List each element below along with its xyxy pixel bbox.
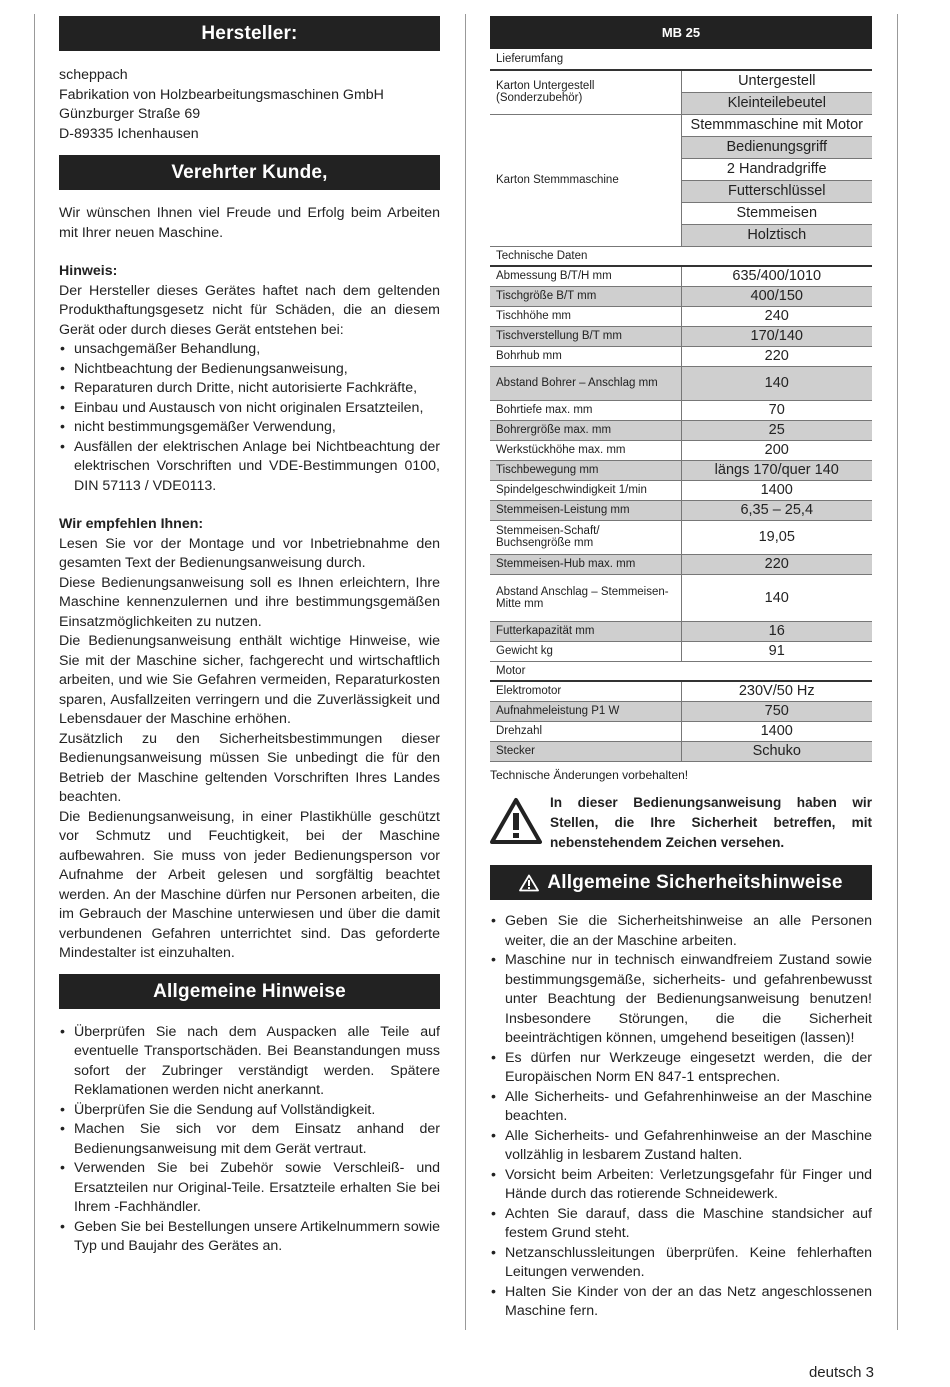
cell-value: 220 [681,554,872,574]
safety-list [490,912,872,1322]
list-item: • Einbau und Austausch von nicht originalen Ersatzteilen, [59,399,440,419]
left-margin-rule [34,14,35,1330]
list-item: • Vorsicht beim Arbeiten: Verletzungsgefahr für Finger und Hände durch das rotierende Schneidewerk. [490,1166,872,1205]
address-line: D-89335 Ichenhausen [59,125,199,142]
heading-general-notes: Allgemeine Hinweise [59,974,440,1009]
list-item: • Es dürfen nur Werkzeuge eingesetzt werden, die der Europäischen Norm EN 847-1 entsprechen. [490,1049,872,1088]
row-label: Gewicht kg [490,641,681,661]
table-row [490,420,872,440]
list-item: • Maschine nur in technisch einwandfreiem Zustand sowie bestimmungsgemäße, sicherheits- und gefahrenbewusst unter Beachtung der Bedienungsanweisung benutzen! Insbesondere Störungen, die die Sicherheit beeinträchtigen können, umgehend beseitigen (lassen)! [490,951,872,1049]
cell-value: Holztisch [681,224,872,246]
row-label: Stecker [490,741,681,761]
cell-value: 170/140 [681,326,872,346]
empfehlen-paragraph: Die Bedienungsanweisung, in einer Plastikhülle geschützt vor Schmutz und Feuchtigkeit, bei der Maschine aufbewahren. Sie muss von jeder Bedienungsperson vor Aufnahme der Arbeit gelesen und sorgfältig beachtet werden. An der Maschine dürfen nur Personen arbeiten, die im Gebrauch der Maschine unterwiesen und über die damit verbundenen Gefahren unterrichtet sind. Das geforderte Mindestalter ist einzuhalten. [59,808,440,961]
list-item: • Reparaturen durch Dritte, nicht autorisierte Fachkräfte, [59,379,440,399]
empfehlen-paragraph: Zusätzlich zu den Sicherheitsbestimmungen dieser Bedienungsanweisung müssen Sie unbedingt die für den Betrieb der Maschine geltenden Vorschriften Ihres Landes beachten. [59,730,440,805]
row-label: Aufnahmeleistung P1 W [490,701,681,721]
cell-value: Futterschlüssel [681,180,872,202]
heading-safety-label: Allgemeine Sicherheitshinweise [547,872,843,893]
center-rule [465,14,466,1330]
cell-value: 25 [681,420,872,440]
row-label: Futterkapazität mm [490,621,681,641]
row-label: Bohrergröße max. mm [490,420,681,440]
spec-table [490,49,872,762]
cell-value: 1400 [681,721,872,741]
row-label: Bohrtiefe max. mm [490,400,681,420]
right-margin-rule [897,14,898,1330]
row-label: Stemmeisen-Schaft/ Buchsengröße mm [490,520,681,554]
empfehlen-title: Wir empfehlen Ihnen: [59,516,204,532]
table-row [490,49,872,70]
address-line: scheppach [59,67,128,83]
hinweis-list [59,340,440,496]
list-item: • Geben Sie die Sicherheitshinweise an alle Personen weiter, die an der Maschine arbeiten. [490,912,872,951]
empfehlen-paragraph: Lesen Sie vor der Montage und vor Inbetriebnahme den gesamten Text der Bedienungsanweisung durch. [59,535,440,571]
cell-value: Bedienungsgriff [681,136,872,158]
row-label: Tischgröße B/T mm [490,286,681,306]
row-label: Abstand Bohrer – Anschlag mm [490,366,681,400]
section-label: Technische Daten [490,246,872,266]
general-notes-list [59,1023,440,1257]
row-label: Abmessung B/T/H mm [490,266,681,286]
table-row [490,641,872,661]
table-row [490,286,872,306]
hinweis-title: Hinweis: [59,263,118,279]
row-label: Tischbewegung mm [490,460,681,480]
hinweis-text: Der Hersteller dieses Gerätes haftet nach dem geltenden Produkthaftungsgesetz nicht für Schäden, die an diesem Gerät oder durch dieses Gerät entstehen bei: [59,282,440,338]
section-label: Lieferumfang [490,49,872,70]
page-footer: deutsch 3 [808,1364,874,1381]
table-row [490,70,872,92]
list-item: • Nichtbeachtung der Bedienungsanweisung, [59,360,440,380]
list-item: • nicht bestimmungsgemäßer Verwendung, [59,418,440,438]
table-row [490,400,872,420]
cell-value: 750 [681,701,872,721]
table-row [490,500,872,520]
row-label: Stemmeisen-Leistung mm [490,500,681,520]
safety-notice [490,795,872,855]
table-row [490,574,872,621]
cell-value: Stemmmaschine mit Motor [681,114,872,136]
row-label: Karton Stemmmaschine [490,114,681,246]
list-item: • Achten Sie darauf, dass die Maschine standsicher auf festem Grund steht. [490,1205,872,1244]
table-row [490,554,872,574]
cell-value: 1400 [681,480,872,500]
table-row [490,266,872,286]
table-row [490,681,872,701]
row-label: Bohrhub mm [490,346,681,366]
empfehlen-paragraph: Diese Bedienungsanweisung soll es Ihnen erleichtern, Ihre Maschine kennenzulernen und ihre bestimmungsgemäßen Einsatzmöglichkeiten zu nutzen. [59,574,440,630]
cell-value: 635/400/1010 [681,266,872,286]
address-line: Fabrikation von Holzbearbeitungsmaschinen GmbH [59,86,384,103]
cell-value: 240 [681,306,872,326]
row-label: Tischverstellung B/T mm [490,326,681,346]
table-row [490,520,872,554]
table-row [490,460,872,480]
cell-value: 6,35 – 25,4 [681,500,872,520]
cell-value: 19,05 [681,520,872,554]
list-item: • Halten Sie Kinder von der an das Netz angeschlossenen Maschine fern. [490,1283,872,1322]
table-row [490,741,872,761]
empfehlen-paragraph: Die Bedienungsanweisung enthält wichtige Hinweise, wie Sie mit der Maschine sicher, fachgerecht und wirtschaftlich arbeiten, und wie Sie Gefahren vermeiden, Reparaturkosten sparen, Ausfallzeiten verringern und die Zuverlässigkeit und Lebensdauer der Maschine erhöhen. [59,633,440,727]
cell-value: 2 Handradgriffe [681,158,872,180]
list-item: • Überprüfen Sie die Sendung auf Vollständigkeit. [59,1101,440,1121]
manufacturer-address [59,66,440,144]
cell-value: 70 [681,400,872,420]
intro-text: Wir wünschen Ihnen viel Freude und Erfolg beim Arbeiten mit Ihrer neuen Maschine. [59,205,440,241]
row-label: Stemmeisen-Hub max. mm [490,554,681,574]
cell-value: Schuko [681,741,872,761]
cell-value: 91 [681,641,872,661]
cell-value: 140 [681,574,872,621]
cell-value: Kleinteilebeutel [681,92,872,114]
list-item: • Verwenden Sie bei Zubehör sowie Verschleiß- und Ersatzteilen nur Original-Teile. Ersatzteile erhalten Sie bei Ihrem -Fachhändler. [59,1159,440,1218]
warning-triangle-icon [519,874,539,892]
warning-text: In dieser Bedienungsanweisung haben wir Stellen, die Ihre Sicherheit betreffen, mit nebenstehendem Zeichen versehen. [550,795,872,850]
row-label: Elektromotor [490,681,681,701]
row-label: Abstand Anschlag – Stemmeisen-Mitte mm [490,574,681,621]
table-row [490,440,872,460]
address-line: Günzburger Straße 69 [59,106,201,122]
list-item: • Netzanschlussleitungen überprüfen. Keine fehlerhaften Leitungen verwenden. [490,1244,872,1283]
cell-value: 16 [681,621,872,641]
list-item: • Machen Sie sich vor dem Einsatz anhand der Bedienungsanweisung mit dem Gerät vertraut. [59,1120,440,1159]
cell-value: 200 [681,440,872,460]
cell-value: 400/150 [681,286,872,306]
right-column [490,16,872,1322]
table-row [490,114,872,136]
left-column [59,16,440,1257]
table-row [490,326,872,346]
warning-triangle-icon [490,797,542,850]
heading-manufacturer: Hersteller: [59,16,440,51]
row-label: Drehzahl [490,721,681,741]
cell-value: Stemmeisen [681,202,872,224]
table-note: Technische Änderungen vorbehalten! [490,767,689,782]
cell-value: 220 [681,346,872,366]
list-item: • Geben Sie bei Bestellungen unsere Artikelnummern sowie Typ und Baujahr des Gerätes an. [59,1218,440,1257]
list-item: • Ausfällen der elektrischen Anlage bei Nichtbeachtung der elektrischen Vorschriften und VDE-Bestimmungen 0100, DIN 57113 / VDE0113. [59,438,440,497]
table-row [490,621,872,641]
list-item: • Alle Sicherheits- und Gefahrenhinweise an der Maschine vollzählig in lesbarem Zustand halten. [490,1127,872,1166]
table-row [490,480,872,500]
heading-safety [490,865,872,900]
row-label: Karton Untergestell (Sonderzubehör) [490,70,681,114]
list-item: • Alle Sicherheits- und Gefahrenhinweise an der Maschine beachten. [490,1088,872,1127]
table-row [490,701,872,721]
cell-value: längs 170/quer 140 [681,460,872,480]
list-item: • Überprüfen Sie nach dem Auspacken alle Teile auf eventuelle Transportschäden. Bei Beanstandungen muss sofort der Zubringer verständigt werden. Spätere Reklamationen werden nicht anerkannt. [59,1023,440,1101]
row-label: Spindelgeschwindigkeit 1/min [490,480,681,500]
row-label: Tischhöhe mm [490,306,681,326]
table-row [490,346,872,366]
cell-value: 140 [681,366,872,400]
spec-table-title: MB 25 [490,16,872,49]
table-row [490,366,872,400]
cell-value: Untergestell [681,70,872,92]
heading-customer: Verehrter Kunde, [59,155,440,190]
table-row [490,246,872,266]
table-row [490,721,872,741]
cell-value: 230V/50 Hz [681,681,872,701]
row-label: Werkstückhöhe max. mm [490,440,681,460]
list-item: • unsachgemäßer Behandlung, [59,340,440,360]
table-row [490,306,872,326]
section-label: Motor [490,661,872,681]
table-row [490,661,872,681]
